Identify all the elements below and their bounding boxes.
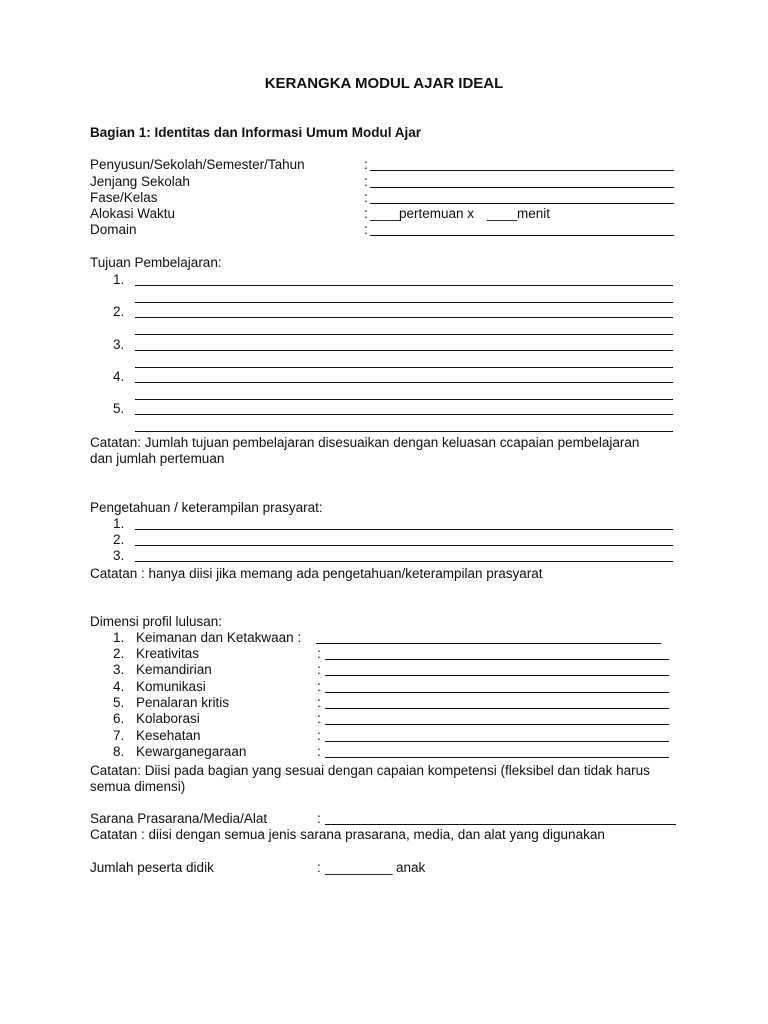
tujuan-line[interactable] [135, 285, 673, 286]
dimensi-number: 7. [113, 728, 125, 743]
dimensi-number: 4. [113, 679, 125, 694]
colon: : [364, 190, 368, 205]
prasyarat-note: Catatan : hanya diisi jika memang ada pengetahuan/keterampilan prasyarat [90, 566, 543, 581]
tujuan-line[interactable] [135, 302, 673, 303]
colon: : [364, 157, 368, 172]
tujuan-number: 5. [113, 401, 125, 416]
tujuan-line[interactable] [135, 382, 673, 383]
dimensi-label-kesehatan: Kesehatan [136, 728, 201, 743]
colon: : [317, 744, 321, 759]
prasyarat-number: 1. [113, 516, 125, 531]
field-input-penyusun[interactable] [370, 170, 674, 171]
alokasi-text-menit: menit [517, 206, 551, 221]
peserta-input[interactable]: _________ [325, 860, 393, 875]
peserta-unit: anak [396, 860, 426, 875]
sarana-label: Sarana Prasarana/Media/Alat [90, 811, 268, 826]
colon: : [317, 695, 321, 710]
dimensi-input-kewarganegaraan[interactable] [325, 757, 669, 758]
tujuan-number: 2. [113, 304, 125, 319]
dimensi-input-keimanan[interactable] [316, 643, 661, 644]
prasyarat-line[interactable] [135, 561, 673, 562]
colon: : [317, 728, 321, 743]
dimensi-input-penalaran[interactable] [325, 708, 669, 709]
dimensi-heading: Dimensi profil lulusan: [90, 614, 223, 629]
dimensi-note-line2: semua dimensi) [90, 779, 186, 794]
sarana-note: Catatan : diisi dengan semua jenis sarana prasarana, media, dan alat yang digunakan [90, 827, 605, 842]
tujuan-note-line2: dan jumlah pertemuan [90, 451, 225, 466]
field-label-fase: Fase/Kelas [90, 190, 158, 205]
dimensi-input-kesehatan[interactable] [325, 741, 669, 742]
colon: : [317, 860, 321, 875]
colon: : [317, 679, 321, 694]
section-heading: Bagian 1: Identitas dan Informasi Umum Modul Ajar [90, 125, 422, 140]
prasyarat-line[interactable] [135, 545, 673, 546]
tujuan-number: 3. [113, 337, 125, 352]
tujuan-line[interactable] [135, 350, 673, 351]
prasyarat-number: 3. [113, 548, 125, 563]
tujuan-number: 4. [113, 369, 125, 384]
dimensi-number: 1. [113, 630, 125, 645]
tujuan-heading: Tujuan Pembelajaran: [90, 255, 222, 270]
peserta-label: Jumlah peserta didik [90, 860, 214, 875]
dimensi-number: 3. [113, 662, 125, 677]
dimensi-input-komunikasi[interactable] [325, 692, 669, 693]
tujuan-line[interactable] [135, 414, 673, 415]
colon: : [317, 646, 321, 661]
dimensi-label-kreativitas: Kreativitas [136, 646, 200, 661]
dimensi-input-kemandirian[interactable] [325, 675, 669, 676]
alokasi-blank-2[interactable]: ____ [487, 206, 518, 221]
prasyarat-line[interactable] [135, 529, 673, 530]
dimensi-label-penalaran: Penalaran kritis [136, 695, 230, 710]
colon: : [364, 206, 368, 221]
colon: : [364, 174, 368, 189]
dimensi-number: 8. [113, 744, 125, 759]
dimensi-number: 6. [113, 711, 125, 726]
colon: : [364, 222, 368, 237]
tujuan-number: 1. [113, 272, 125, 287]
alokasi-blank-1[interactable]: ____ [370, 206, 401, 221]
tujuan-line[interactable] [135, 367, 673, 368]
prasyarat-number: 2. [113, 532, 125, 547]
tujuan-line[interactable] [135, 431, 673, 432]
tujuan-line[interactable] [135, 317, 673, 318]
dimensi-label-keimanan: Keimanan dan Ketakwaan : [136, 630, 302, 645]
field-input-fase[interactable] [370, 203, 674, 204]
field-input-domain[interactable] [370, 235, 674, 236]
dimensi-number: 5. [113, 695, 125, 710]
dimensi-input-kolaborasi[interactable] [325, 724, 669, 725]
document-title: KERANGKA MODUL AJAR IDEAL [264, 75, 504, 92]
dimensi-label-kemandirian: Kemandirian [136, 662, 212, 677]
dimensi-input-kreativitas[interactable] [325, 659, 669, 660]
prasyarat-heading: Pengetahuan / keterampilan prasyarat: [90, 500, 323, 515]
tujuan-line[interactable] [135, 334, 673, 335]
field-label-penyusun: Penyusun/Sekolah/Semester/Tahun [90, 157, 305, 172]
field-label-alokasi: Alokasi Waktu [90, 206, 176, 221]
colon: : [317, 711, 321, 726]
tujuan-note-line1: Catatan: Jumlah tujuan pembelajaran disesuaikan dengan keluasan ccapaian pembelajaran [90, 435, 640, 450]
colon: : [317, 662, 321, 677]
dimensi-note-line1: Catatan: Diisi pada bagian yang sesuai dengan capaian kompetensi (fleksibel dan tidak harus [90, 763, 650, 778]
sarana-input[interactable] [325, 824, 676, 825]
field-input-jenjang[interactable] [370, 187, 674, 188]
field-label-domain: Domain [90, 222, 137, 237]
tujuan-line[interactable] [135, 399, 673, 400]
dimensi-number: 2. [113, 646, 125, 661]
field-label-jenjang: Jenjang Sekolah [90, 174, 190, 189]
colon: : [317, 811, 321, 826]
alokasi-text-pertemuan: pertemuan x [399, 206, 475, 221]
dimensi-label-komunikasi: Komunikasi [136, 679, 206, 694]
dimensi-label-kewarganegaraan: Kewarganegaraan [136, 744, 247, 759]
dimensi-label-kolaborasi: Kolaborasi [136, 711, 200, 726]
